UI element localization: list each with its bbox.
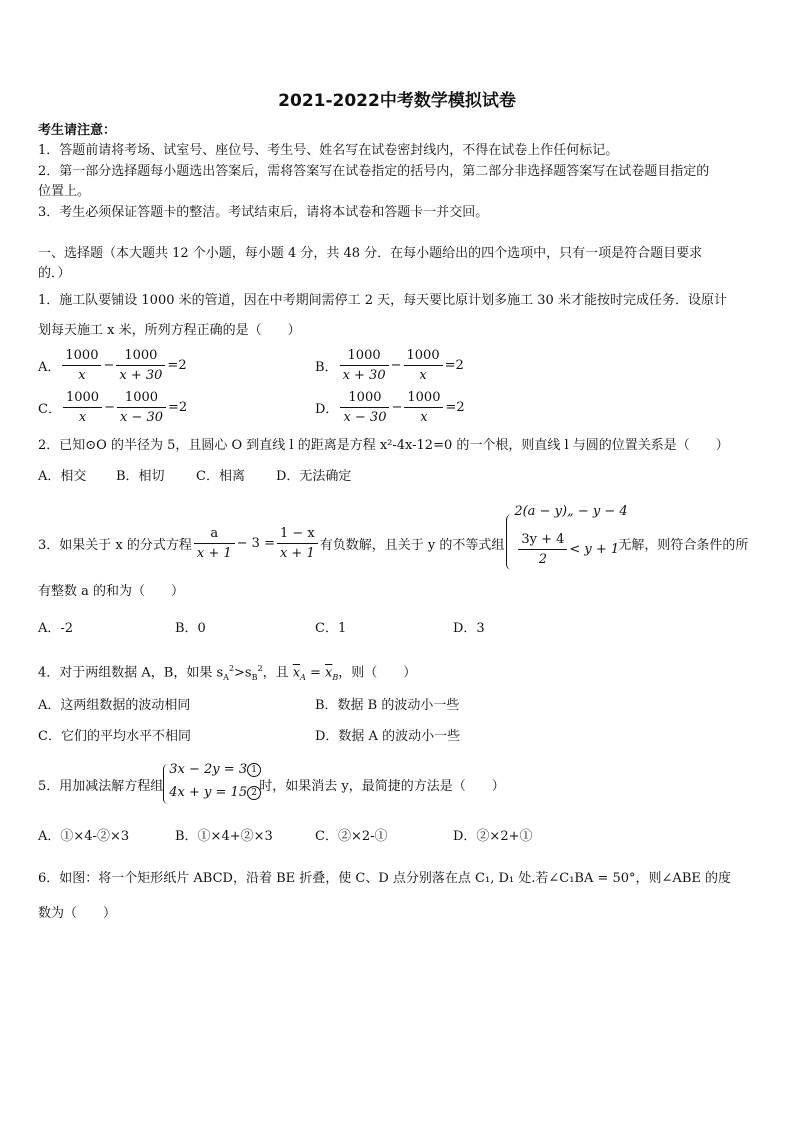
q3-option-d[interactable]: D．3 — [453, 621, 485, 636]
q2-option-a[interactable]: A．相交 — [38, 469, 87, 484]
section-heading-line1: 一、选择题（本大题共 12 个小题，每小题 4 分，共 48 分．在每小题给出的四个选项中，只有一项是符合题目要求 — [38, 246, 703, 261]
q1-option-d[interactable]: D． $\frac{1000}{x - 30}$ − $\frac{1000}{x}$ =2 — [315, 390, 465, 425]
q3-inequality-system: 2(a − y)„ − y − 4 $\frac{3y + 4}{2}$ < y + 1 — [506, 512, 618, 574]
q2-option-d[interactable]: D．无法确定 — [276, 469, 352, 484]
fraction: $\frac{a}{x + 1}$ — [194, 524, 235, 563]
q6-stem-line2: 数为（ ） — [38, 906, 117, 921]
q5-equation-system: 3x − 2y = 3 1 4x + y = 15 2 — [163, 762, 259, 806]
fraction: $\frac{1000}{x + 30}$ — [116, 346, 165, 385]
q1-option-b[interactable]: B． $\frac{1000}{x + 30}$ − $\frac{1000}{x}$ =2 — [315, 348, 464, 383]
q6-stem-line1: 6．如图：将一个矩形纸片 ABCD，沿着 BE 折叠，使 C、D 点分别落在点 C₁, D₁ 处.若∠C₁BA = 50°，则∠ABE 的度 — [38, 871, 731, 886]
fraction: $\frac{1000}{x - 30}$ — [117, 388, 166, 427]
q5-option-c[interactable]: C．②×2-① — [315, 829, 388, 844]
q3-stem-line1: 3．如果关于 x 的分式方程 $\frac{a}{x + 1}$ − 3 = $\frac{1 - x}{x + 1}$ 有负数解，且关于 y 的不等式组 2(a − y)„ − y − 4 $\frac{3y + 4}{2}$ < y + 1 无解，则符合条件的所 — [38, 512, 748, 574]
fraction: $\frac{1000}{x}$ — [404, 388, 443, 427]
q2-option-c[interactable]: C．相离 — [196, 469, 245, 484]
q4-option-c[interactable]: C．它们的平均水平不相同 — [38, 729, 191, 744]
q3-option-b[interactable]: B．0 — [175, 621, 206, 636]
q4-option-d[interactable]: D．数据 A 的波动小一些 — [315, 729, 461, 744]
fraction: $\frac{1000}{x - 30}$ — [340, 388, 389, 427]
q2-option-b[interactable]: B．相切 — [116, 469, 165, 484]
fraction: $\frac{1000}{x}$ — [404, 346, 443, 385]
q4-option-a[interactable]: A．这两组数据的波动相同 — [38, 698, 191, 713]
notice-item-2-cont: 位置上。 — [38, 184, 91, 199]
fraction: $\frac{1 - x}{x + 1}$ — [277, 524, 318, 563]
q5-option-b[interactable]: B．①×4+②×3 — [175, 829, 273, 844]
fraction: $\frac{1000}{x + 30}$ — [340, 346, 389, 385]
q1-stem-line2: 划每天施工 x 米，所列方程正确的是（ ） — [38, 323, 301, 338]
notice-heading: 考生请注意： — [38, 123, 117, 138]
exam-title: 2021-2022中考数学模拟试卷 — [278, 91, 516, 111]
q3-stem-line2: 有整数 a 的和为（ ） — [38, 584, 185, 599]
fraction: $\frac{1000}{x}$ — [62, 346, 101, 385]
fraction: $\frac{1000}{x}$ — [63, 388, 102, 427]
q5-stem: 5．用加减法解方程组 3x − 2y = 3 1 4x + y = 15 2 时，如果消去 y，最简捷的方法是（ ） — [38, 762, 505, 806]
notice-item-2: 2．第一部分选择题每小题选出答案后，需将答案写在试卷指定的括号内，第二部分非选择题答案写在试卷题目指定的 — [38, 164, 710, 179]
q1-option-c[interactable]: C． $\frac{1000}{x}$ − $\frac{1000}{x - 30}$ =2 — [38, 390, 188, 425]
q3-option-a[interactable]: A．-2 — [38, 621, 74, 636]
notice-item-1: 1．答题前请将考场、试室号、座位号、考生号、姓名写在试卷密封线内，不得在试卷上作任何标记。 — [38, 143, 619, 158]
q1-stem-line1: 1．施工队要铺设 1000 米的管道，因在中考期间需停工 2 天，每天要比原计划多施工 30 米才能按时完成任务．设原计 — [38, 293, 727, 308]
section-heading-line2: 的．） — [38, 266, 71, 281]
fraction: $\frac{3y + 4}{2}$ — [518, 530, 567, 569]
notice-item-3: 3．考生必须保证答题卡的整洁。考试结束后，请将本试卷和答题卡一并交回。 — [38, 205, 489, 220]
q2-stem: 2．已知⊙O 的半径为 5，且圆心 O 到直线 l 的距离是方程 x²-4x-12=0 的一个根，则直线 l 与圆的位置关系是（ ） — [38, 438, 729, 453]
q5-option-d[interactable]: D．②×2+① — [453, 829, 533, 844]
q4-stem: 4．对于两组数据 A，B，如果 $s_A^2>s_B^2$，且 $\overline{x}_A = \overline{x}_B$，则（ ） — [38, 664, 417, 682]
q1-option-a[interactable]: A． $\frac{1000}{x}$ − $\frac{1000}{x + 30}$ =2 — [38, 348, 187, 383]
q5-option-a[interactable]: A．①×4-②×3 — [38, 829, 130, 844]
q4-option-b[interactable]: B．数据 B 的波动小一些 — [315, 698, 460, 713]
q3-option-c[interactable]: C．1 — [315, 621, 347, 636]
